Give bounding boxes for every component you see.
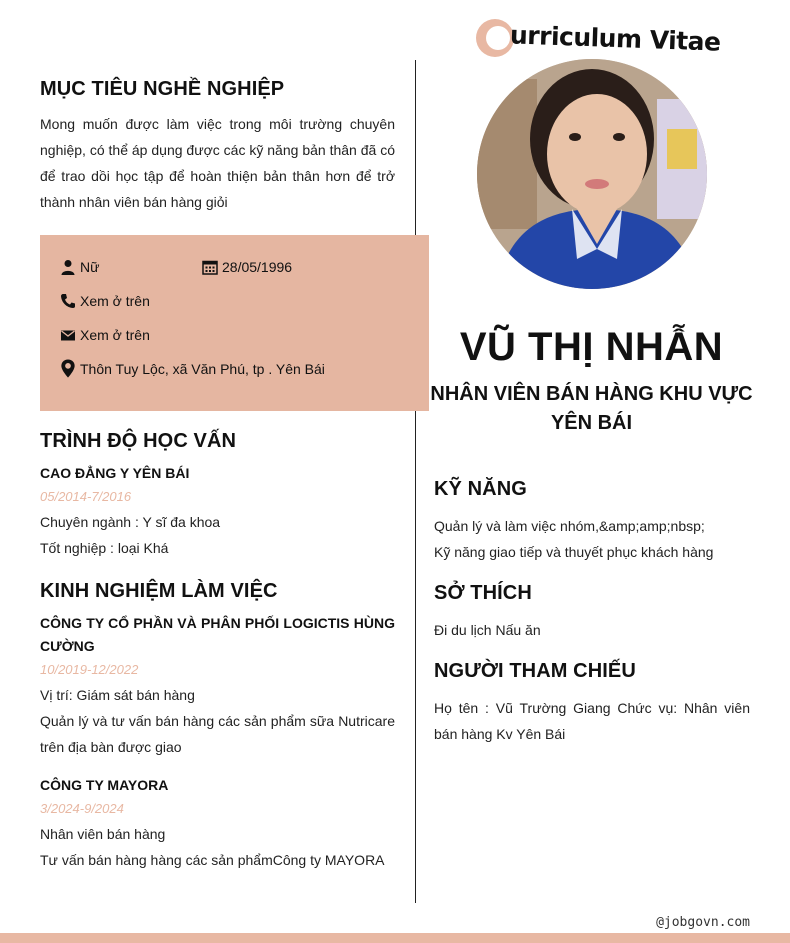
dob-value: 28/05/1996	[222, 259, 293, 275]
calendar-icon	[202, 259, 218, 275]
objective-text: Mong muốn được làm việc trong môi trường chuyên nghiệp, có thể áp dụng được các kỹ năng bản thân đã có để trao dồi học tập để hoàn thiện bản thân hơn để trở thành nhân viên bán hàng giỏi	[40, 116, 395, 210]
job-company: CÔNG TY CỔ PHẦN VÀ PHÂN PHỐI LOGICTIS HÙNG CƯỜNG	[40, 615, 395, 654]
person-icon	[60, 259, 76, 275]
phone-value: Xem ở trên	[80, 293, 150, 309]
phone-row	[60, 293, 150, 309]
person-name: VŨ THỊ NHẪN	[459, 325, 724, 369]
gender-value: Nữ	[80, 259, 100, 275]
education-school: CAO ĐẲNG Y YÊN BÁI	[40, 465, 190, 481]
skills-title: KỸ NĂNG	[434, 478, 527, 500]
job-position: Nhân viên bán hàng	[40, 826, 166, 842]
contact-box	[40, 235, 429, 411]
references-section	[434, 660, 750, 747]
location-pin-icon	[60, 359, 76, 378]
envelope-icon	[60, 327, 76, 343]
logo-text: urriculum Vitae	[509, 19, 721, 57]
hobbies-text: Đi du lịch Nấu ăn	[434, 622, 541, 638]
avatar-photo	[477, 59, 707, 289]
gender-row	[60, 259, 99, 275]
education-grade: Tốt nghiệp : loại Khá	[40, 540, 169, 556]
experience-title: KINH NGHIỆM LÀM VIỆC	[40, 580, 278, 602]
address-row	[60, 359, 325, 378]
skills-section	[434, 478, 750, 565]
email-value: Xem ở trên	[80, 327, 150, 343]
references-text: Họ tên : Vũ Trường Giang Chức vụ: Nhân viên bán hàng Kv Yên Bái	[434, 700, 750, 742]
email-row	[60, 327, 150, 343]
job-description: Tư vấn bán hàng hàng các sản phẩmCông ty MAYORA	[40, 852, 385, 868]
hobbies-section	[434, 582, 750, 643]
education-major: Chuyên ngành : Y sĩ đa khoa	[40, 514, 221, 530]
column-divider	[415, 60, 416, 903]
footer-url: @jobgovn.com	[656, 915, 750, 930]
education-title: TRÌNH ĐỘ HỌC VẤN	[40, 430, 237, 452]
job-period: 10/2019-12/2022	[40, 662, 139, 677]
dob-row	[202, 259, 292, 275]
address-value: Thôn Tuy Lộc, xã Văn Phú, tp . Yên Bái	[80, 360, 325, 377]
footer-bar	[0, 933, 790, 943]
job-description: Quản lý và tư vấn bán hàng các sản phẩm sữa Nutricare trên địa bàn được giao	[40, 713, 395, 755]
skill-item: Kỹ năng giao tiếp và thuyết phục khách hàng	[434, 544, 714, 560]
skill-item: Quản lý và làm việc nhóm,&amp;amp;nbsp;	[434, 518, 705, 534]
cv-logo	[476, 18, 721, 58]
job-position: Vị trí: Giám sát bán hàng	[40, 687, 195, 703]
hobbies-title: SỞ THÍCH	[434, 582, 532, 604]
job-period: 3/2024-9/2024	[40, 801, 124, 816]
avatar	[477, 59, 707, 289]
logo-circle-icon	[476, 19, 514, 57]
job-title: NHÂN VIÊN BÁN HÀNG KHU VỰC YÊN BÁI	[430, 383, 753, 434]
phone-icon	[60, 293, 76, 309]
job-company: CÔNG TY MAYORA	[40, 777, 169, 793]
references-title: NGƯỜI THAM CHIẾU	[434, 660, 636, 682]
objective-title: MỤC TIÊU NGHỀ NGHIỆP	[40, 78, 285, 100]
education-period: 05/2014-7/2016	[40, 489, 132, 504]
